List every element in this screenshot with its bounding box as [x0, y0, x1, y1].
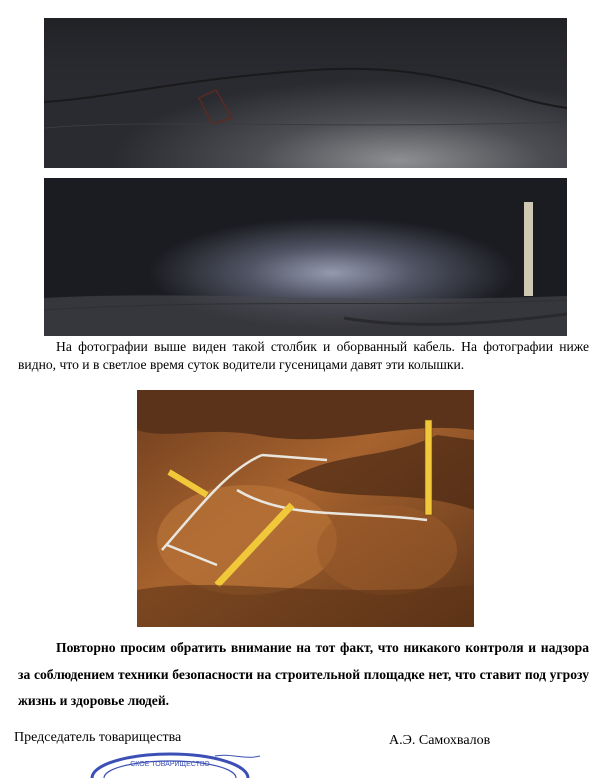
- photo-caption: На фотографии выше виден такой столбик и оборванный кабель. На фотографии ниже видно, что и в светлое время суток водители гусеницами давят эти колышки.: [18, 339, 589, 372]
- signatory-name: А.Э. Самохвалов: [389, 733, 491, 748]
- yellow-stake: [425, 420, 432, 515]
- trench-photo: [137, 390, 474, 627]
- stamp-seal: [70, 738, 270, 778]
- signature-title: Председатель товарищества: [14, 730, 182, 745]
- night-photo-post: [44, 178, 567, 336]
- stamp-text: СКОЕ ТОВАРИЩЕСТВО: [130, 761, 210, 768]
- appeal-paragraph: Повторно просим обратить внимание на тот факт, что никакого контроля и надзора за соблюдением техники безопасности на строительной площадке нет, что ставит под угрозу жизнь и здоровье людей.: [18, 640, 589, 708]
- wooden-post: [524, 202, 533, 296]
- night-photo-cable: [44, 18, 567, 168]
